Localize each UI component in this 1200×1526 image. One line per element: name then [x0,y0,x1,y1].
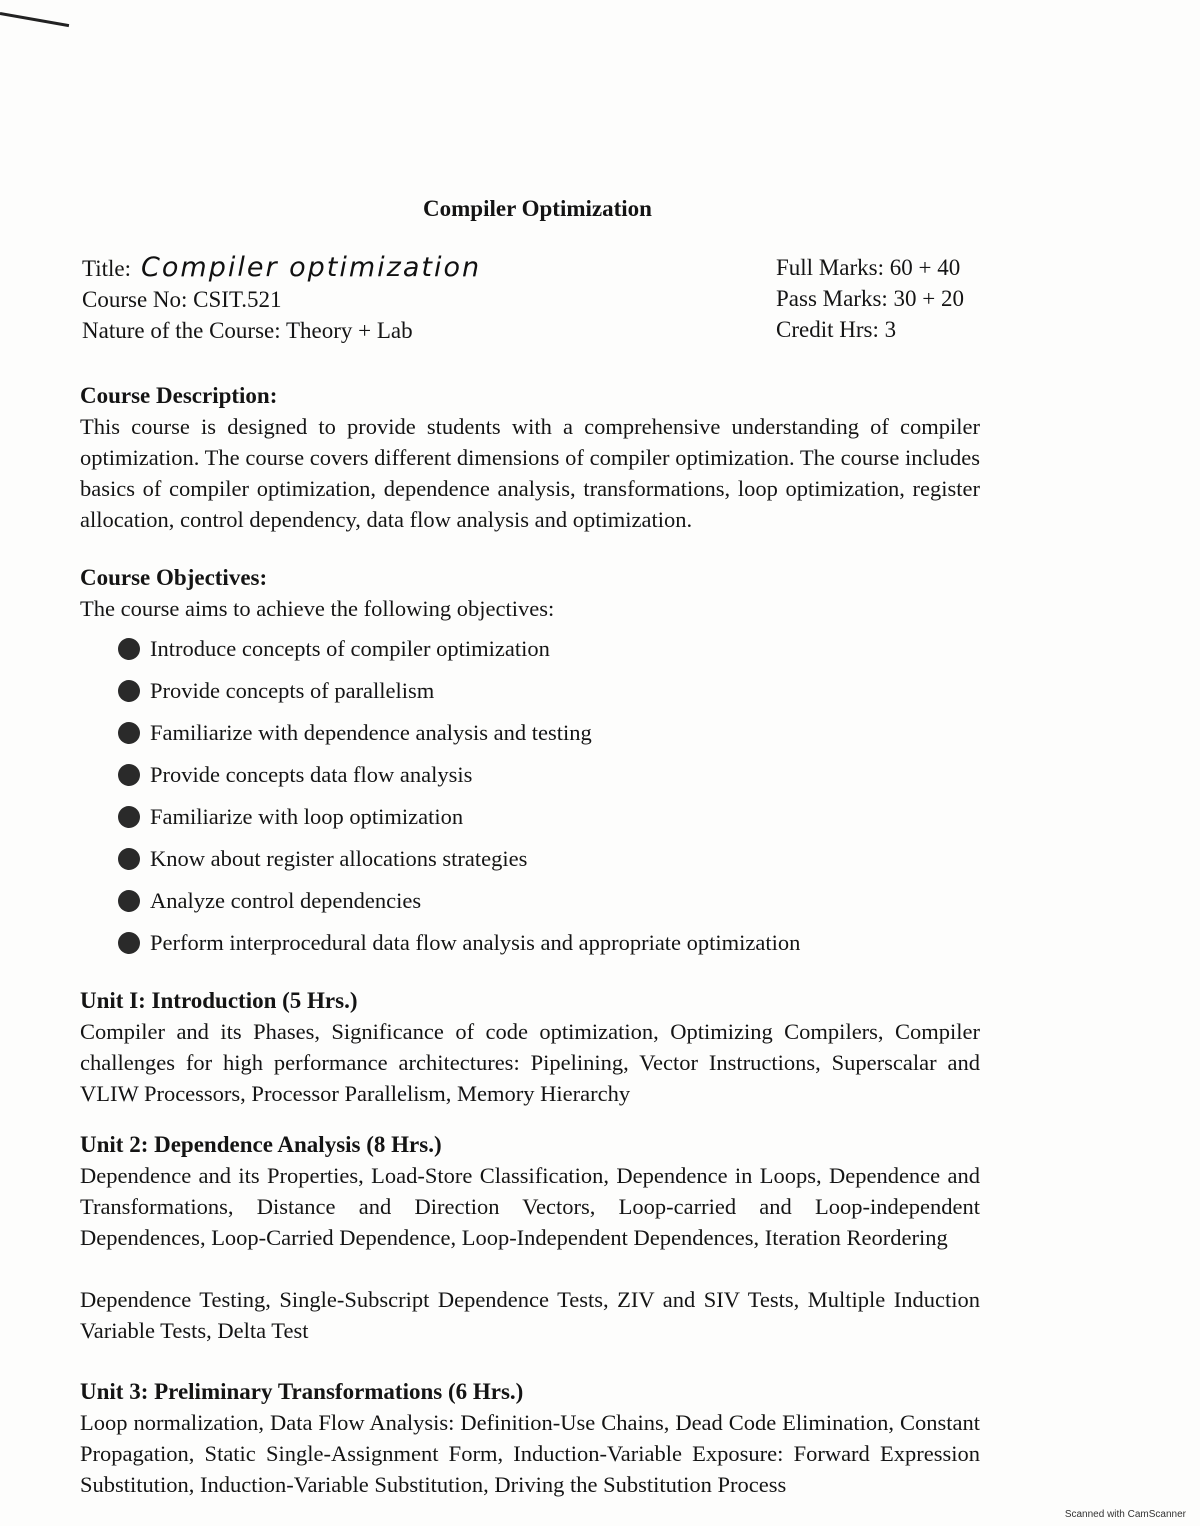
unit-1-section [80,986,980,1109]
objective-text: Familiarize with loop optimization [150,804,464,829]
objective-text: Perform interprocedural data flow analysis and appropriate optimization [150,930,801,955]
unit-3-heading: Unit 3: Preliminary Transformations (6 Hrs.) [80,1379,524,1404]
course-nature: Nature of the Course: Theory + Lab [82,318,413,343]
course-objectives-intro: The course aims to achieve the following objectives: [80,596,555,621]
objectives-list [80,628,980,964]
document-heading: Compiler Optimization [423,196,652,221]
objective-text: Provide concepts data flow analysis [150,762,473,787]
bullet-icon [118,638,140,660]
bullet-icon [118,890,140,912]
full-marks: Full Marks: 60 + 40 [776,255,961,280]
scanner-watermark: Scanned with CamScanner [1064,1509,1186,1520]
course-description-heading: Course Description: [80,383,278,408]
objective-item [118,838,980,880]
course-meta-left [82,252,481,346]
unit-2-section [80,1130,980,1346]
course-meta-right [776,252,964,345]
credit-hours: Credit Hrs: 3 [776,317,897,342]
objective-item [118,922,980,964]
title-label: Title: [82,256,132,281]
scan-mark [0,12,69,27]
unit-1-heading: Unit I: Introduction (5 Hrs.) [80,988,358,1013]
objective-item [118,754,980,796]
bullet-icon [118,848,140,870]
objective-text: Provide concepts of parallelism [150,678,435,703]
course-objectives-section [80,563,980,964]
objective-item [118,880,980,922]
objective-item [118,670,980,712]
objective-text: Analyze control dependencies [150,888,422,913]
objective-text: Know about register allocations strategies [150,846,528,871]
unit-1-text: Compiler and its Phases, Significance of code optimization, Optimizing Compilers, Compiler challenges for high performance architectures: Pipelining, Vector Instructions, Superscalar and VLIW Processors, Processor Parallelism, Memory Hierarchy [80,1019,980,1106]
course-description-section [80,381,980,535]
course-number: Course No: CSIT.521 [82,287,282,312]
unit-2-text-1: Dependence and its Properties, Load-Store Classification, Dependence in Loops, Dependence and Transformations, Distance and Direction Vectors, Loop-carried and Loop-independent Dependences, Loop-Carried Dependence, Loop-Independent Dependences, Iteration Reordering [80,1163,980,1250]
objective-text: Introduce concepts of compiler optimization [150,636,550,661]
handwritten-title: Compiler optimization [141,252,482,283]
bullet-icon [118,806,140,828]
unit-2-heading: Unit 2: Dependence Analysis (8 Hrs.) [80,1132,442,1157]
objective-item [118,796,980,838]
bullet-icon [118,932,140,954]
unit-3-text: Loop normalization, Data Flow Analysis: Definition-Use Chains, Dead Code Elimination, Constant Propagation, Static Single-Assignment Form, Induction-Variable Exposure: Forward Expression Substitution, Induction-Variable Substitution, Driving the Substitution Process [80,1410,980,1497]
unit-2-text-2: Dependence Testing, Single-Subscript Dependence Tests, ZIV and SIV Tests, Multiple Induction Variable Tests, Delta Test [80,1287,980,1343]
pass-marks: Pass Marks: 30 + 20 [776,286,965,311]
bullet-icon [118,722,140,744]
objective-item [118,712,980,754]
objective-text: Familiarize with dependence analysis and testing [150,720,592,745]
course-objectives-heading: Course Objectives: [80,565,268,590]
objective-item [118,628,980,670]
title-line [82,252,481,284]
course-description-text: This course is designed to provide students with a comprehensive understanding of compiler optimization. The course covers different dimensions of compiler optimization. The course includes basics of compiler optimization, dependence analysis, transformations, loop optimization, register allocation, control dependency, data flow analysis and optimization. [80,414,980,532]
bullet-icon [118,680,140,702]
unit-3-section [80,1377,980,1500]
bullet-icon [118,764,140,786]
